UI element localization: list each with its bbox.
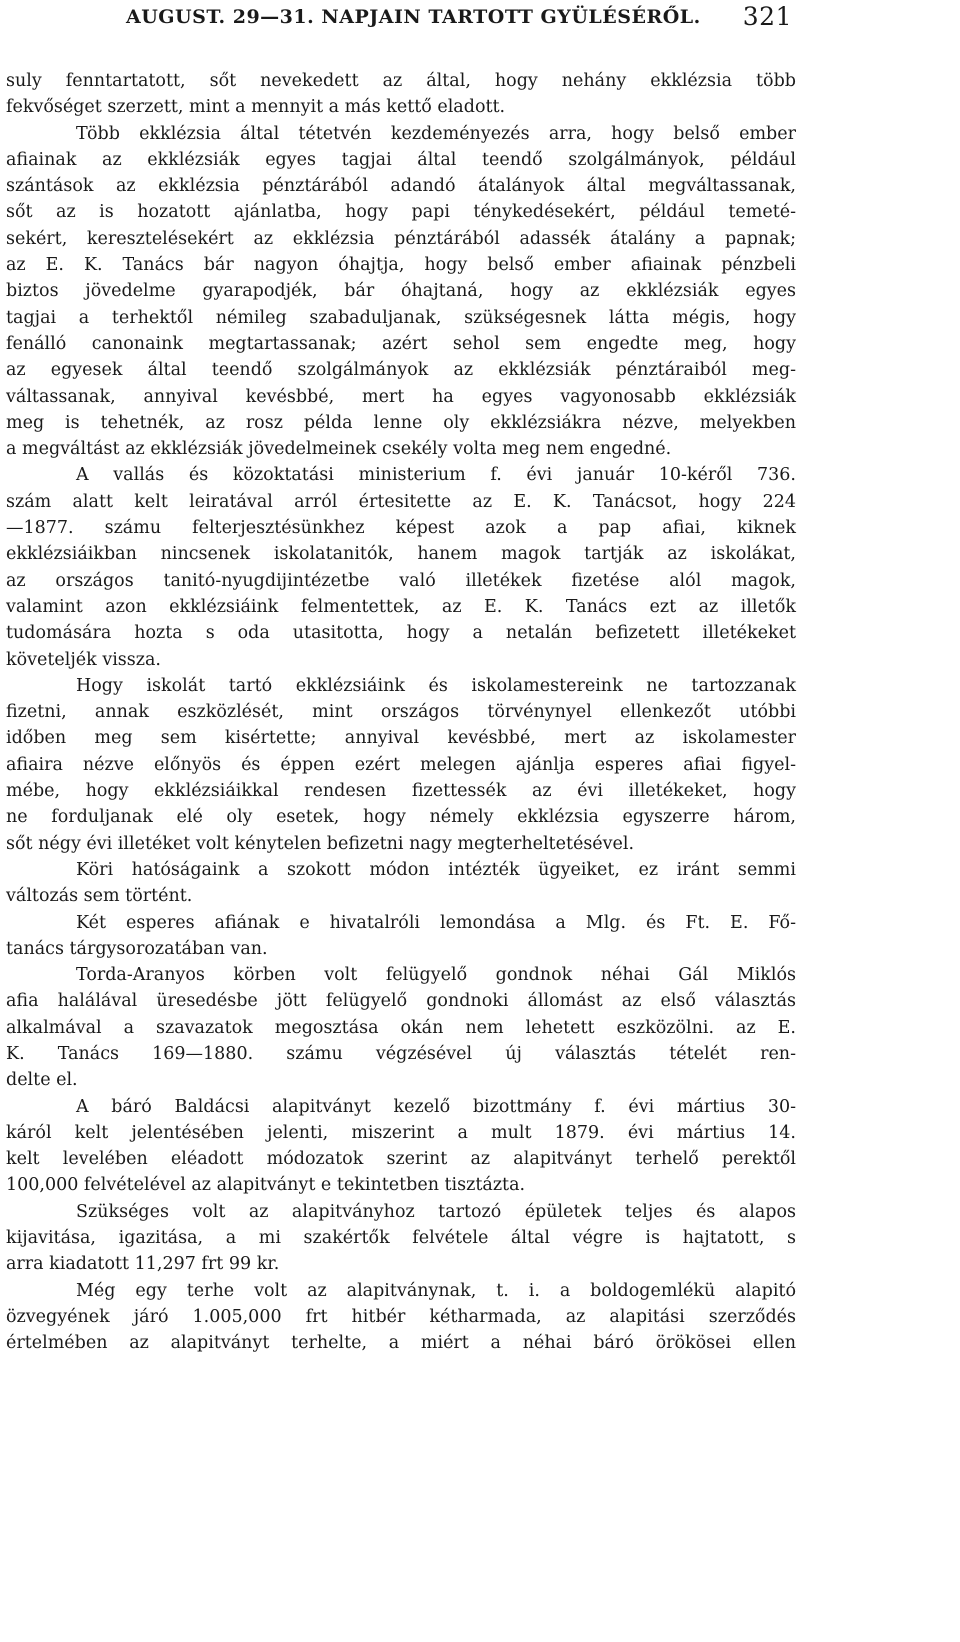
text-line: káról kelt jelentésében jelenti, miszerint a mult 1879. évi mártius 14. (6, 1122, 796, 1143)
document-page (6, 2, 796, 1357)
text-line: valamint azon ekklézsiáink felmentettek, az E. K. Tanács ezt az illetők (6, 596, 796, 617)
text-line: delte el. (6, 1070, 78, 1091)
text-line: tagjai a terhektől némileg szabaduljanak, szükségesnek látta mégis, hogy (6, 307, 796, 328)
text-line: afia halálával üresedésbe jött felügyelő gondnoki állomást az első választás (6, 991, 796, 1012)
text-line: K. Tanács 169—1880. számu végzésével új választás tételét ren- (6, 1043, 796, 1064)
body-text (6, 68, 796, 1357)
text-line: ne forduljanak elé oly esetek, hogy némely ekklézsia egyszerre három, (6, 807, 796, 828)
text-line: fizetni, annak eszközlését, mint országos törvénynyel ellenkezőt utóbbi (6, 702, 796, 723)
text-line: özvegyének járó 1.005,000 frt hitbér kétharmada, az alapitási szerződés (6, 1306, 796, 1327)
text-line: biztos jövedelme gyarapodjék, bár óhajtaná, hogy az ekklézsiák egyes (6, 281, 796, 302)
text-line: kijavitása, igazitása, a mi szakértők felvétele által végre is hajtatott, s (6, 1228, 796, 1249)
text-line: sekért, keresztelésekért az ekklézsia pénztárából adassék átalány a papnak; (6, 228, 796, 249)
text-line: váltassanak, annyival kevésbbé, mert ha egyes vagyonosabb ekklézsiák (6, 386, 796, 407)
text-line: követeljék vissza. (6, 649, 161, 670)
text-line: kelt levelében eléadott módozatok szerint az alapitványt terhelő perektől (6, 1149, 796, 1170)
text-line: időben meg sem kisértette; annyival kevésbbé, mert az iskolamester (6, 728, 796, 749)
header-title: AUGUST. 29—31. NAPJAIN TARTOTT GYÜLÉSÉRŐL. (126, 6, 701, 28)
text-line: az egyesek által teendő szolgálmányok az ekklézsiák pénztáraiból meg- (6, 360, 796, 381)
text-line: tudomására hozta s oda utasitotta, hogy a netalán befizetett illetékeket (6, 623, 796, 644)
text-line: tanács tárgysorozatában van. (6, 938, 268, 959)
text-line: Több ekklézsia által tétetvén kezdeményezés arra, hogy belső ember (76, 123, 796, 144)
text-line: Szükséges volt az alapitványhoz tartozó épületek teljes és alapos (76, 1201, 796, 1222)
text-line: ekklézsiáikban nincsenek iskolatanitók, hanem magok tartják az iskolákat, (6, 544, 796, 565)
text-line: Még egy terhe volt az alapitványnak, t. i. a boldogemlékü alapitó (76, 1280, 796, 1301)
text-line: az országos tanitó-nyugdijintézetbe való illetékek fizetése alól magok, (6, 570, 796, 591)
text-line: A báró Baldácsi alapitványt kezelő bizottmány f. évi mártius 30- (76, 1096, 796, 1117)
text-line: 100,000 felvételével az alapitványt e tekintetben tisztázta. (6, 1175, 526, 1196)
text-line: a megváltást az ekklézsiák jövedelmeinek csekély volta meg nem engedné. (6, 439, 672, 460)
page-number: 321 (742, 2, 792, 31)
text-line: értelmében az alapitványt terhelte, a miért a néhai báró örökösei ellen (6, 1333, 796, 1354)
text-line: szám alatt kelt leiratával arról értesitette az E. K. Tanácsot, hogy 224 (6, 491, 796, 512)
text-line: mébe, hogy ekklézsiáikkal rendesen fizettessék az évi illetékeket, hogy (6, 781, 796, 802)
text-line: Két esperes afiának e hivatalróli lemondása a Mlg. és Ft. E. Fő- (76, 912, 796, 933)
text-line: A vallás és közoktatási ministerium f. évi január 10-kéről 736. (76, 465, 796, 486)
text-line: sőt négy évi illetéket volt kénytelen befizetni nagy megterheltetésével. (6, 833, 635, 854)
text-line: fenálló canonaink megtartassanak; azért sehol sem engedte meg, hogy (6, 333, 796, 354)
text-line: Torda-Aranyos körben volt felügyelő gondnok néhai Gál Miklós (76, 965, 796, 986)
text-line: fekvőséget szerzett, mint a mennyit a más kettő eladott. (6, 97, 506, 118)
text-line: változás sem történt. (6, 886, 193, 907)
text-line: alkalmával a szavazatok megosztása okán nem lehetett eszközölni. az E. (6, 1017, 796, 1038)
text-line: sőt az is hozatott ajánlatba, hogy papi ténykedésekért, például temeté- (6, 202, 796, 223)
text-line: afiainak az ekklézsiák egyes tagjai által teendő szolgálmányok, például (6, 149, 796, 170)
text-line: meg is tehetnék, az rosz példa lenne oly ekklézsiákra nézve, melyekben (6, 412, 796, 433)
text-line: szántások az ekklézsia pénztárából adandó átalányok által megváltassanak, (6, 176, 796, 197)
text-line: arra kiadatott 11,297 frt 99 kr. (6, 1254, 280, 1275)
text-line: az E. K. Tanács bár nagyon óhajtja, hogy belső ember afiainak pénzbeli (6, 255, 796, 276)
text-line: Köri hatóságaink a szokott módon intézték ügyeiket, ez iránt semmi (76, 859, 796, 880)
text-line: Hogy iskolát tartó ekklézsiáink és iskolamestereink ne tartozzanak (76, 675, 796, 696)
text-line: —1877. számu felterjesztésünkhez képest azok a pap afiai, kiknek (6, 518, 796, 539)
text-line: afiaira nézve előnyös és éppen ezért melegen ajánlja esperes afiai figyel- (6, 754, 796, 775)
running-header (6, 2, 796, 40)
text-line: suly fenntartatott, sőt nevekedett az által, hogy nehány ekklézsia több (6, 71, 796, 91)
